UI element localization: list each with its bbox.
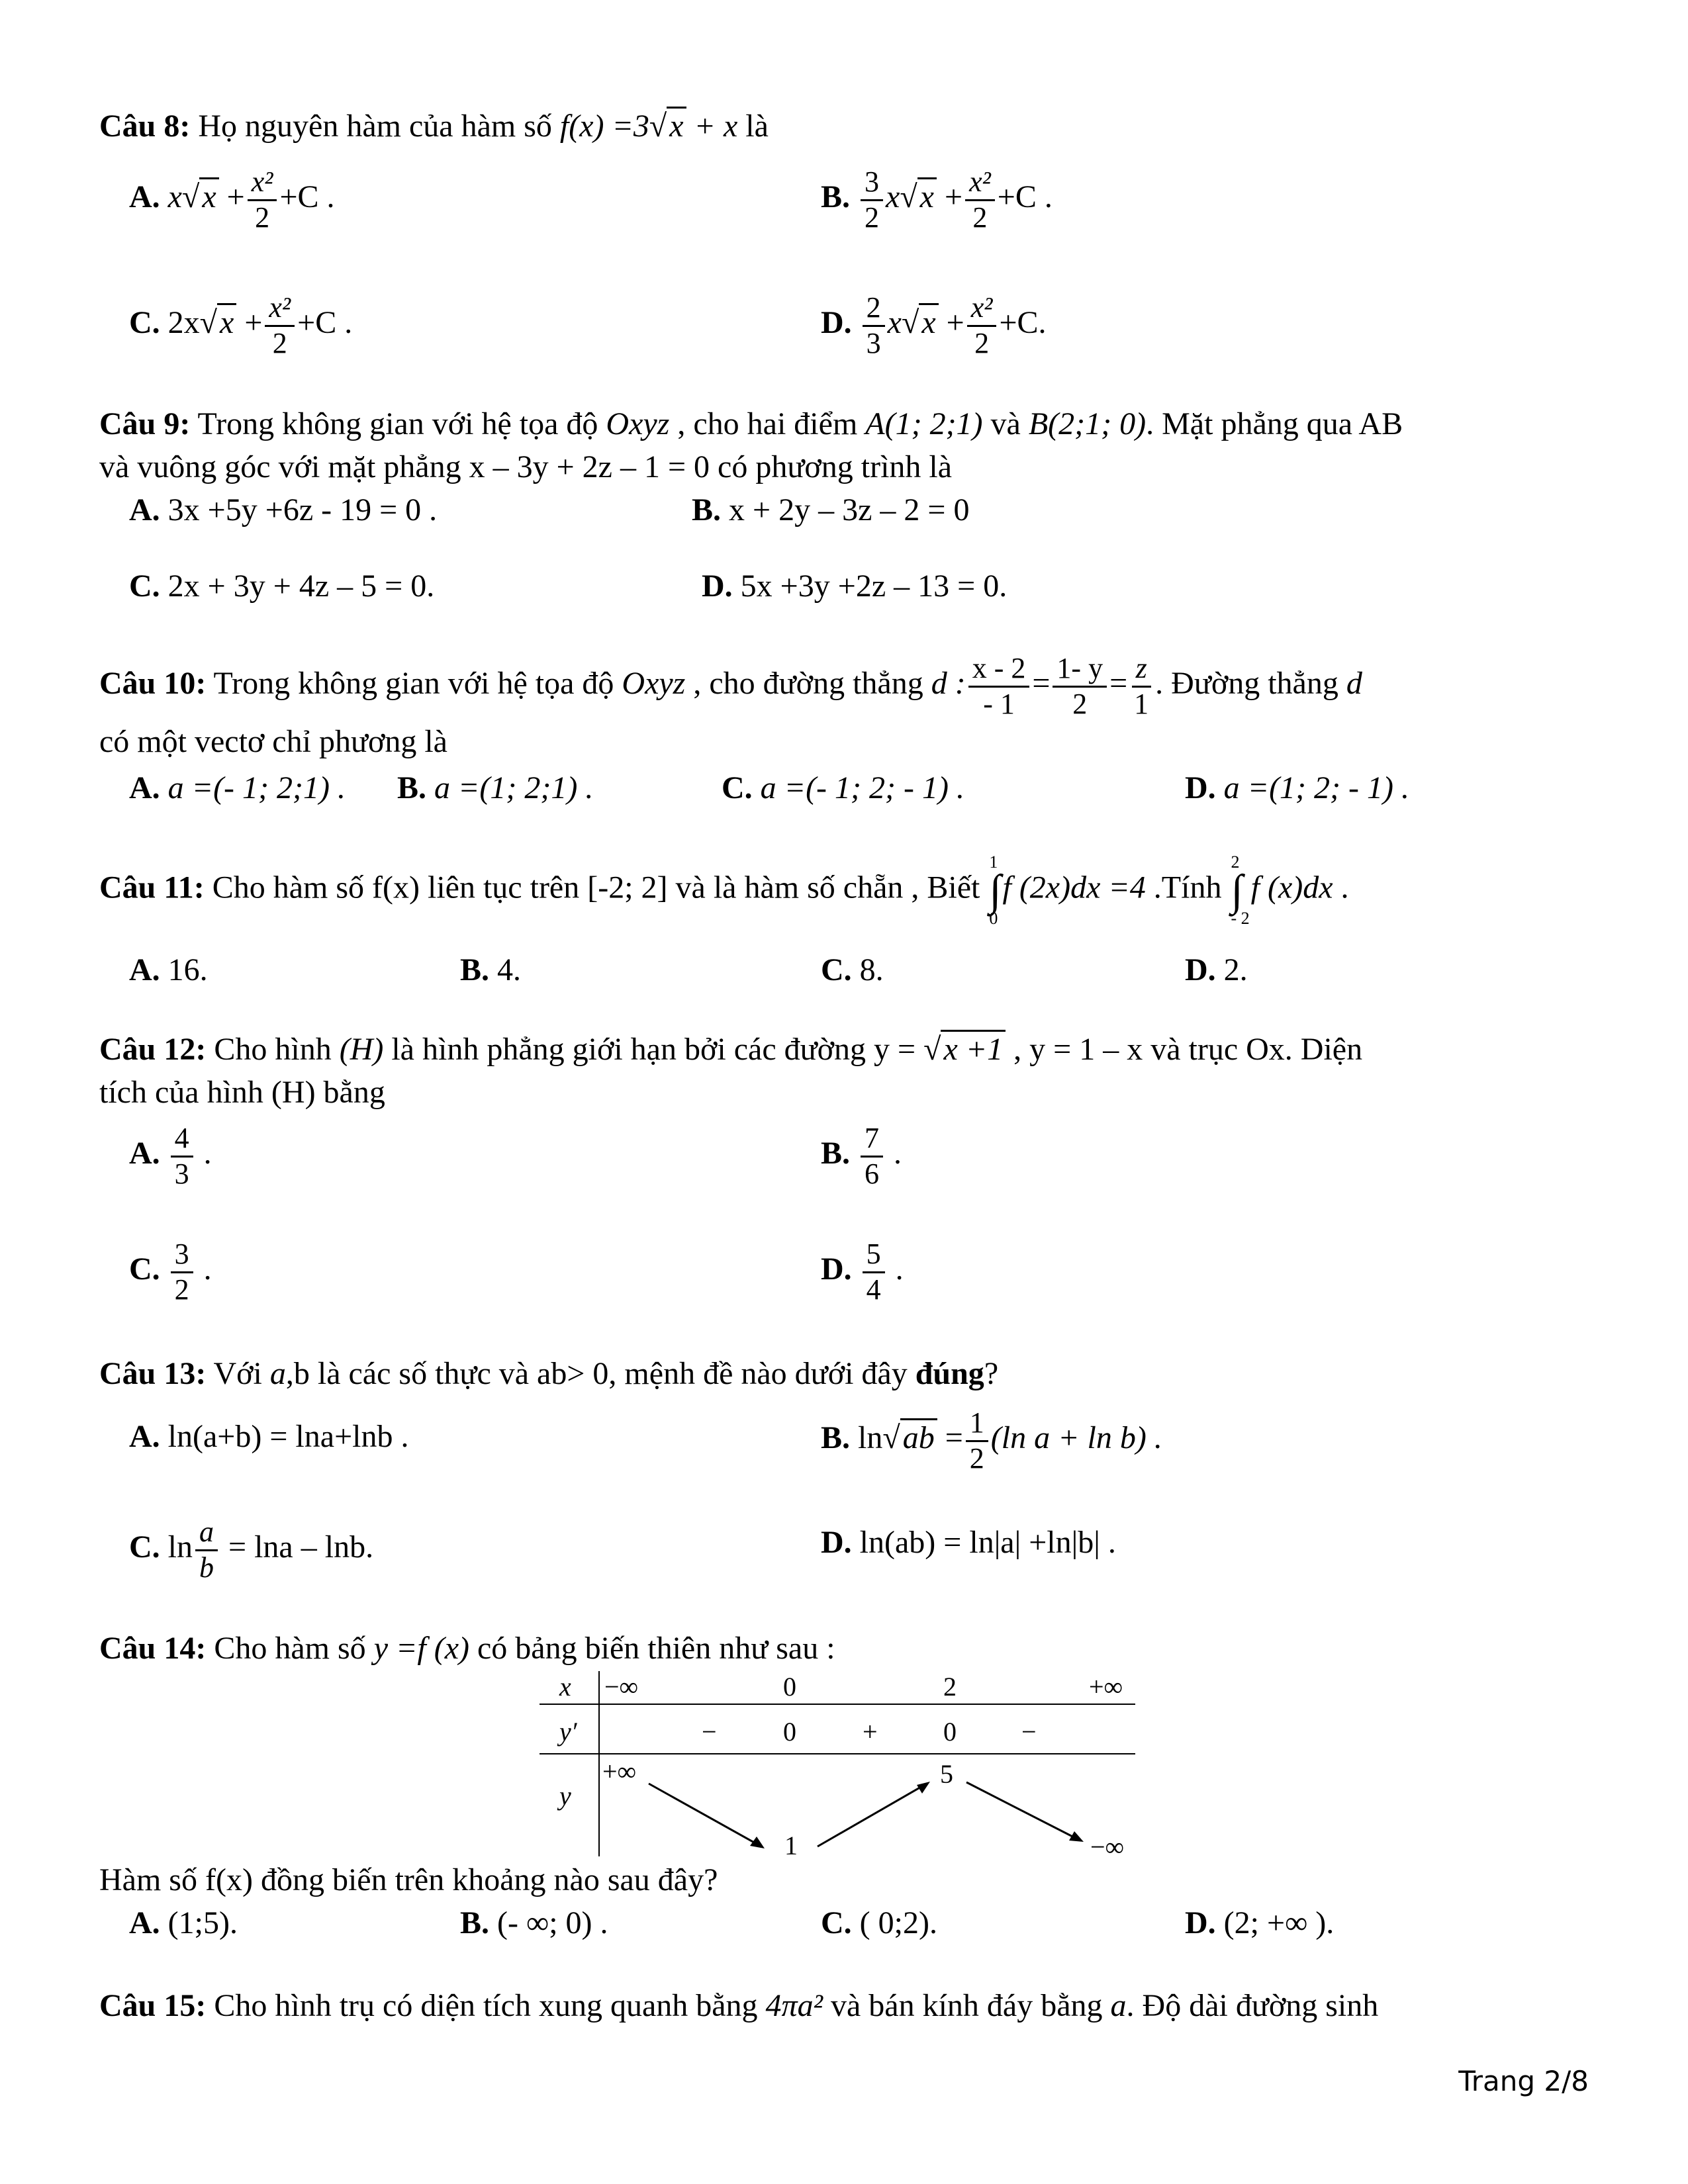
q10-option-a[interactable]: A. a =(- 1; 2;1) . [129, 770, 346, 805]
q9-stem: Câu 9: Trong không gian với hệ tọa độ Oxyz , cho hai điểm A(1; 2;1) và B(2;1; 0). Mặt phẳng qua AB [99, 406, 1403, 441]
row-label-y: y [559, 1781, 571, 1811]
q10-option-c[interactable]: C. a =(- 1; 2; - 1) . [722, 770, 964, 805]
q14-stem-line2: Hàm số f(x) đồng biến trên khoảng nào sau đây? [99, 1862, 718, 1897]
q11-option-d[interactable]: D. 2. [1185, 952, 1248, 987]
q12-stem-line2: tích của hình (H) bằng [99, 1075, 385, 1110]
y-value: 1 [784, 1831, 798, 1860]
q9-option-c[interactable]: C. 2x + 3y + 4z – 5 = 0. [129, 569, 435, 604]
derivative-sign: 0 [943, 1717, 957, 1747]
q14-stem: Câu 14: Cho hàm số y =f (x) có bảng biến thiên như sau : [99, 1631, 835, 1666]
y-value: +∞ [602, 1756, 637, 1786]
x-value: −∞ [604, 1672, 639, 1702]
q8-stem: Câu 8: Họ nguyên hàm của hàm số f(x) =3√x + x là [99, 109, 769, 144]
q9-option-b[interactable]: B. x + 2y – 3z – 2 = 0 [692, 492, 970, 527]
derivative-sign: 0 [783, 1717, 796, 1747]
q12-option-d[interactable]: D. $\frac{5}{4}$ . [821, 1238, 904, 1306]
y-value: 5 [940, 1759, 953, 1789]
q11-stem: Câu 11: Cho hàm số f(x) liên tục trên [-2; 2] và là hàm số chẵn , Biết 1 ∫ 0 f (2x)dx =4 .Tính 2 ∫ - 2 f (x)dx . [99, 852, 1349, 929]
arrow-head-2 [917, 1782, 930, 1794]
row-label-x: x [559, 1672, 571, 1702]
q12-stem: Câu 12: Cho hình (H) là hình phẳng giới hạn bởi các đường y = √x +1 , y = 1 – x và trục Ox. Diện [99, 1032, 1362, 1068]
q12-option-b[interactable]: B. $\frac{7}{6}$ . [821, 1122, 902, 1190]
derivative-sign: + [863, 1717, 878, 1747]
q9-option-d[interactable]: D. 5x +3y +2z – 13 = 0. [702, 569, 1008, 604]
q10-option-b[interactable]: B. a =(1; 2;1) . [397, 770, 594, 805]
q8-option-a[interactable]: A. x√x + $\frac{\text{x²}}{2}$ +C . [129, 165, 335, 234]
integral-1: 1 ∫ 0 [989, 852, 1002, 929]
q9-stem-line2: và vuông góc với mặt phẳng x – 3y + 2z – 1 = 0 có phương trình là [99, 449, 953, 484]
q14-option-b[interactable]: B. (- ∞; 0) . [460, 1905, 608, 1940]
q12-option-a[interactable]: A. $\frac{4}{3}$ . [129, 1122, 212, 1190]
q15-stem: Câu 15: Cho hình trụ có diện tích xung quanh bằng 4πa² và bán kính đáy bằng a. Độ dài đường sinh [99, 1988, 1379, 2023]
derivative-sign: − [1021, 1717, 1037, 1747]
q13-option-b[interactable]: B. ln√ab = $\frac{1}{2}$ (ln a + ln b) . [821, 1406, 1162, 1475]
q14-option-d[interactable]: D. (2; +∞ ). [1185, 1905, 1335, 1940]
arrow-decreasing-2 [966, 1782, 1079, 1840]
integral-2: 2 ∫ - 2 [1231, 852, 1250, 929]
x-value: 0 [783, 1672, 796, 1702]
q10-option-d[interactable]: D. a =(1; 2; - 1) . [1185, 770, 1409, 805]
q10-stem-line2: có một vectơ chỉ phương là [99, 724, 447, 759]
arrow-increasing [818, 1784, 927, 1846]
q13-option-c[interactable]: C. ln $\frac{a}{b}$ = lna – lnb. [129, 1516, 374, 1584]
q13-option-a[interactable]: A. ln(a+b) = lna+lnb . [129, 1419, 409, 1454]
q13-option-d[interactable]: D. ln(ab) = ln|a| +ln|b| . [821, 1525, 1116, 1560]
x-value: +∞ [1089, 1672, 1123, 1702]
row-label-yprime: y′ [559, 1717, 577, 1747]
derivative-sign: − [702, 1717, 717, 1747]
page-number: Trang 2/8 [1458, 2065, 1589, 2097]
q11-option-c[interactable]: C. 8. [821, 952, 884, 987]
y-value: −∞ [1090, 1832, 1125, 1862]
variation-table [539, 1671, 1135, 1862]
sqrt-symbol: √x [649, 109, 686, 144]
q12-option-c[interactable]: C. $\frac{3}{2}$ . [129, 1238, 212, 1306]
q14-option-a[interactable]: A. (1;5). [129, 1905, 238, 1940]
q11-option-b[interactable]: B. 4. [460, 952, 522, 987]
q10-stem: Câu 10: Trong không gian với hệ tọa độ Oxyz , cho đường thẳng d : $\frac{x - 2}{- 1}$ = $\frac{1- y}{2}$ = $\frac{z}{1}$ . Đường thẳng d [99, 652, 1362, 720]
q13-stem: Câu 13: Với a,b là các số thực và ab> 0, mệnh đề nào dưới đây đúng? [99, 1356, 999, 1391]
q8-label: Câu 8: [99, 109, 191, 144]
arrow-decreasing-1 [649, 1784, 761, 1846]
q8-option-c[interactable]: C. 2x√x + $\frac{\text{x²}}{2}$ +C . [129, 291, 353, 359]
q9-option-a[interactable]: A. 3x +5y +6z - 19 = 0 . [129, 492, 438, 527]
q11-option-a[interactable]: A. 16. [129, 952, 208, 987]
q8-option-b[interactable]: B. $\frac{3}{2}$ x√x + $\frac{\text{x²}}{2}$ +C . [821, 165, 1053, 234]
q14-option-c[interactable]: C. ( 0;2). [821, 1905, 937, 1940]
x-value: 2 [943, 1672, 957, 1702]
q8-option-d[interactable]: D. $\frac{2}{3}$ x√x + $\frac{\text{x²}}{2}$ +C. [821, 291, 1047, 359]
